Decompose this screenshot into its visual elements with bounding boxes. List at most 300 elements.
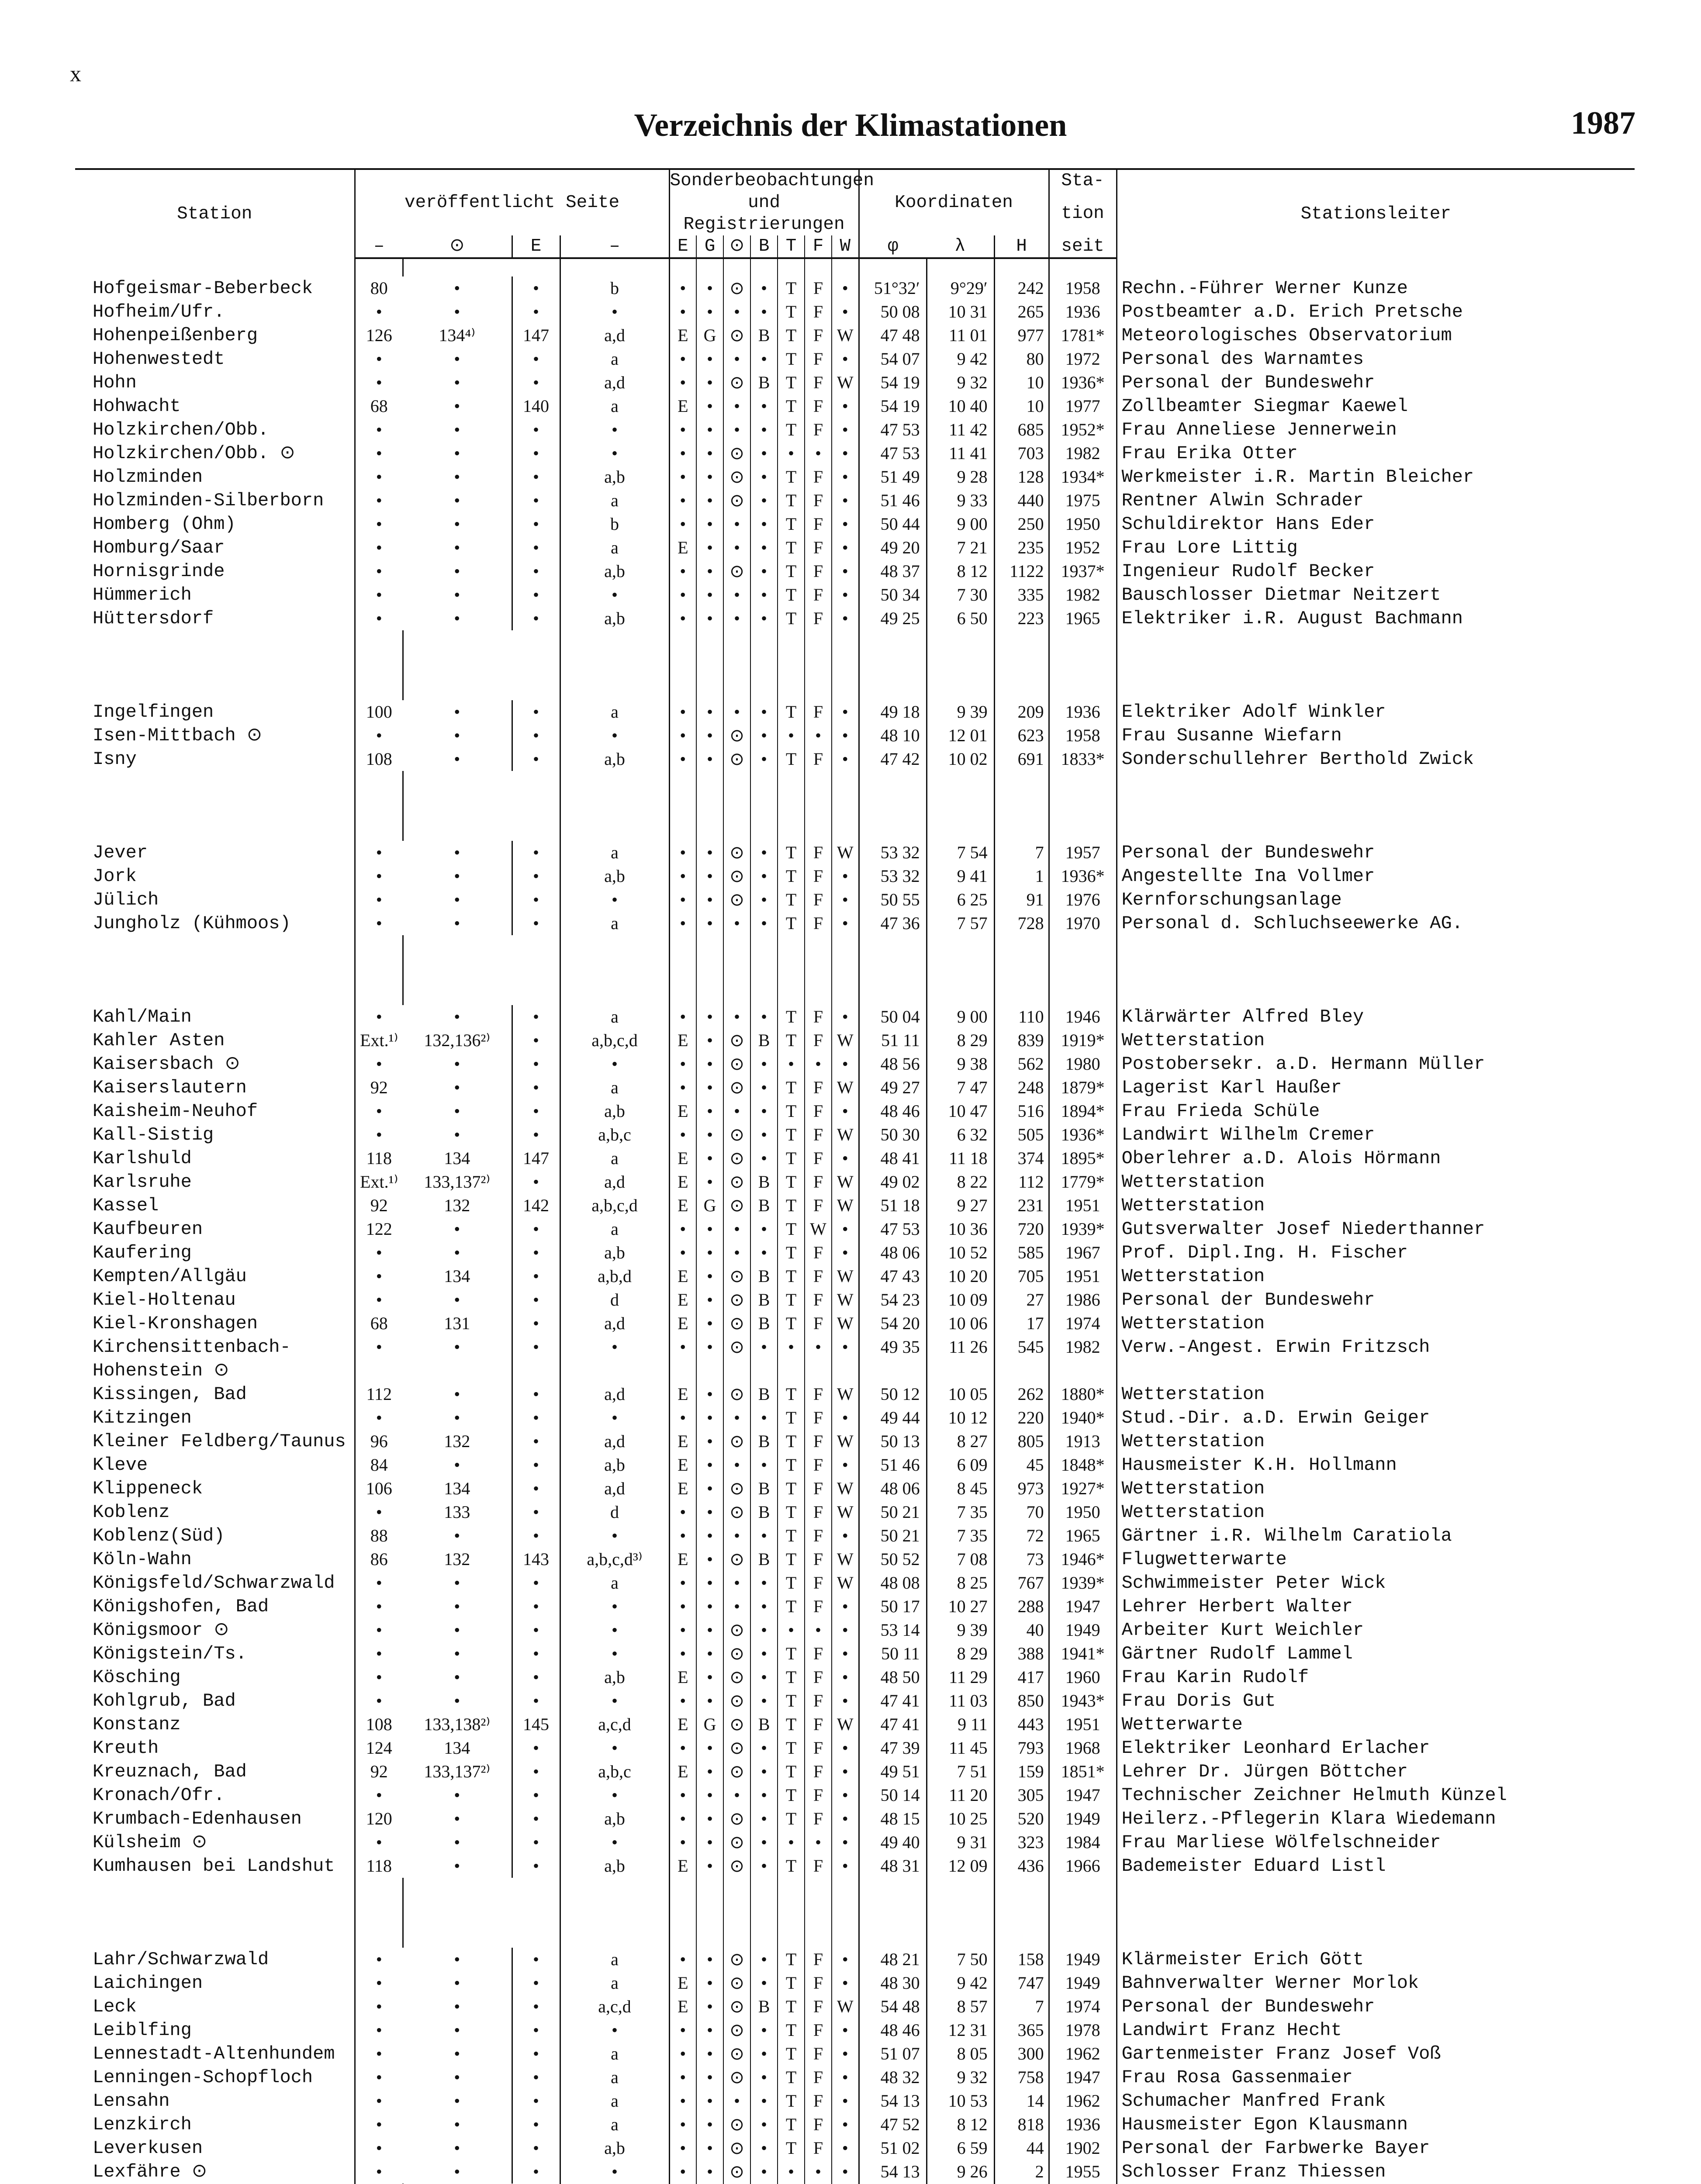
obs-w: W — [832, 841, 859, 864]
page-e: • — [512, 2089, 560, 2113]
longitude: 10 09 — [927, 1288, 994, 1312]
obs-e: E — [669, 1147, 696, 1170]
obs-sun: ⊙ — [723, 1312, 750, 1335]
page-e: • — [512, 2018, 560, 2042]
station-since: 1960 — [1049, 1666, 1117, 1689]
obs-w: W — [832, 1995, 859, 2018]
obs-t: T — [778, 2066, 805, 2089]
table-row — [75, 607, 1635, 630]
table-row — [75, 560, 1635, 583]
station-name: Kohlgrub, Bad — [93, 1690, 236, 1711]
page-regular: • — [355, 1500, 403, 1524]
obs-w: W — [832, 1500, 859, 1524]
page-e: • — [512, 1854, 560, 1878]
page-extra: • — [560, 724, 669, 747]
obs-f: F — [805, 1406, 832, 1430]
page-sunshine: • — [454, 2067, 460, 2087]
page-extra: • — [560, 1642, 669, 1666]
page-e: • — [512, 1736, 560, 1760]
obs-b: B — [750, 1194, 778, 1217]
obs-sun: ⊙ — [723, 371, 750, 394]
station-leader: Rentner Alwin Schrader — [1117, 489, 1635, 512]
station-name: Hohenstein ⊙ — [93, 1360, 229, 1381]
station-since: 1951 — [1049, 1713, 1117, 1736]
longitude: 8 29 — [927, 1029, 994, 1052]
obs-w: W — [832, 1265, 859, 1288]
page-sunshine: • — [454, 2091, 460, 2111]
obs-f: F — [805, 2042, 832, 2066]
header-special-sub: T — [778, 235, 805, 258]
station-leader: Lehrer Dr. Jürgen Böttcher — [1117, 1760, 1635, 1783]
obs-g: • — [696, 1854, 723, 1878]
obs-f: • — [805, 2160, 832, 2184]
page-sunshine: • — [454, 749, 460, 769]
obs-b: • — [750, 1807, 778, 1831]
obs-sun: ⊙ — [723, 2113, 750, 2136]
page-regular: 68 — [355, 1312, 403, 1335]
obs-g — [696, 1359, 723, 1382]
page-sunshine: • — [454, 1408, 460, 1427]
obs-t: T — [778, 912, 805, 935]
station-name: Holzminden — [93, 467, 203, 487]
obs-e: • — [669, 489, 696, 512]
obs-g: • — [696, 1241, 723, 1265]
longitude: 11 03 — [927, 1689, 994, 1713]
obs-sun: ⊙ — [723, 2160, 750, 2184]
station-name: Königsfeld/Schwarzwald — [93, 1572, 335, 1593]
station-since: 1936 — [1049, 700, 1117, 724]
page-e: • — [512, 1642, 560, 1666]
station-name: Kleiner Feldberg/Taunus — [93, 1431, 346, 1452]
obs-b: • — [750, 2066, 778, 2089]
obs-t: T — [778, 324, 805, 347]
latitude: 48 50 — [859, 1666, 927, 1689]
obs-f: F — [805, 888, 832, 912]
page-regular: • — [355, 489, 403, 512]
obs-w: • — [832, 1406, 859, 1430]
obs-g: • — [696, 371, 723, 394]
height: 436 — [994, 1854, 1049, 1878]
longitude: 10 31 — [927, 300, 994, 324]
obs-g: • — [696, 1760, 723, 1783]
obs-f: F — [805, 1265, 832, 1288]
latitude: 48 37 — [859, 560, 927, 583]
header-pub-sub: – — [355, 235, 403, 258]
page-sunshine: • — [454, 1785, 460, 1805]
obs-sun: • — [723, 1783, 750, 1807]
height: 691 — [994, 747, 1049, 771]
latitude: 48 21 — [859, 1948, 927, 1971]
obs-sun: ⊙ — [723, 560, 750, 583]
obs-f: F — [805, 324, 832, 347]
station-since: 1779* — [1049, 1170, 1117, 1194]
obs-w: • — [832, 1099, 859, 1123]
page-sunshine: • — [454, 349, 460, 369]
longitude: 9°29′ — [927, 276, 994, 300]
longitude: 10 36 — [927, 1217, 994, 1241]
obs-e: • — [669, 888, 696, 912]
longitude: 9 32 — [927, 371, 994, 394]
page-regular: • — [355, 1666, 403, 1689]
height: 10 — [994, 371, 1049, 394]
page-e: • — [512, 1005, 560, 1029]
height: 1 — [994, 864, 1049, 888]
obs-t: T — [778, 1029, 805, 1052]
height: 623 — [994, 724, 1049, 747]
obs-t: T — [778, 1571, 805, 1595]
station-leader: Klärmeister Erich Gött — [1117, 1948, 1635, 1971]
page-sunshine: 132 — [444, 1549, 470, 1569]
header-pub-sub: E — [512, 235, 560, 258]
obs-sun: ⊙ — [723, 1971, 750, 1995]
page-e: • — [512, 1831, 560, 1854]
latitude: 50 30 — [859, 1123, 927, 1147]
obs-sun: ⊙ — [723, 2136, 750, 2160]
height: 220 — [994, 1406, 1049, 1430]
obs-f: F — [805, 1005, 832, 1029]
obs-w: W — [832, 324, 859, 347]
obs-f: F — [805, 1854, 832, 1878]
page-regular: • — [355, 512, 403, 536]
station-leader: Personal d. Schluchseewerke AG. — [1117, 912, 1635, 935]
obs-e: E — [669, 1713, 696, 1736]
height: 323 — [994, 1831, 1049, 1854]
height: 235 — [994, 536, 1049, 560]
station-since: 1977 — [1049, 394, 1117, 418]
header-special-sub: B — [750, 235, 778, 258]
obs-w: • — [832, 1217, 859, 1241]
obs-f: F — [805, 1453, 832, 1477]
page-year: 1987 — [1571, 105, 1635, 141]
obs-f: F — [805, 1713, 832, 1736]
obs-w: • — [832, 560, 859, 583]
obs-sun: • — [723, 1571, 750, 1595]
obs-g: • — [696, 1453, 723, 1477]
obs-sun: ⊙ — [723, 841, 750, 864]
longitude: 6 59 — [927, 2136, 994, 2160]
obs-e: • — [669, 747, 696, 771]
latitude: 51 46 — [859, 489, 927, 512]
obs-e: • — [669, 1736, 696, 1760]
station-since: 1974 — [1049, 1995, 1117, 2018]
obs-t: T — [778, 1194, 805, 1217]
page-sunshine: • — [454, 1644, 460, 1663]
obs-t: T — [778, 1406, 805, 1430]
page-extra: • — [560, 418, 669, 442]
page-regular: • — [355, 912, 403, 935]
height: 850 — [994, 1689, 1049, 1713]
longitude: 7 54 — [927, 841, 994, 864]
obs-sun: ⊙ — [723, 1854, 750, 1878]
page-e: • — [512, 1453, 560, 1477]
station-name: Kiel-Kronshagen — [93, 1313, 258, 1334]
obs-e: • — [669, 583, 696, 607]
longitude: 7 30 — [927, 583, 994, 607]
obs-e: • — [669, 1500, 696, 1524]
station-name: Holzkirchen/Obb. — [93, 419, 269, 440]
obs-sun: ⊙ — [723, 1689, 750, 1713]
longitude: 9 11 — [927, 1713, 994, 1736]
station-name: Kirchensittenbach- — [93, 1337, 291, 1358]
page-e: • — [512, 1430, 560, 1453]
station-name: Kaufering — [93, 1242, 192, 1263]
latitude: 54 07 — [859, 347, 927, 371]
obs-w: • — [832, 2136, 859, 2160]
longitude: 12 31 — [927, 2018, 994, 2042]
longitude: 8 05 — [927, 2042, 994, 2066]
page-regular: • — [355, 347, 403, 371]
page-regular: • — [355, 442, 403, 465]
station-leader: Meteorologisches Observatorium — [1117, 324, 1635, 347]
obs-t: T — [778, 1076, 805, 1099]
obs-t: T — [778, 1595, 805, 1618]
station-since: 1967 — [1049, 1241, 1117, 1265]
obs-w: W — [832, 1194, 859, 1217]
obs-f: F — [805, 1147, 832, 1170]
page-regular: • — [355, 1948, 403, 1971]
station-since: 1936* — [1049, 864, 1117, 888]
obs-b: • — [750, 2018, 778, 2042]
table-row — [75, 1147, 1635, 1170]
page-e: • — [512, 442, 560, 465]
obs-sun: • — [723, 1217, 750, 1241]
obs-t: • — [778, 442, 805, 465]
station-since: 1984 — [1049, 1831, 1117, 1854]
station-leader: Elektriker i.R. August Bachmann — [1117, 607, 1635, 630]
obs-f: F — [805, 1995, 832, 2018]
obs-f: F — [805, 1783, 832, 1807]
height: 72 — [994, 1524, 1049, 1548]
station-name: Kaisersbach ⊙ — [93, 1054, 240, 1075]
obs-t: T — [778, 1995, 805, 2018]
obs-g: • — [696, 1123, 723, 1147]
station-leader: Elektriker Leonhard Erlacher — [1117, 1736, 1635, 1760]
obs-g: • — [696, 2089, 723, 2113]
height: 2 — [994, 2160, 1049, 2184]
page-extra: b — [560, 512, 669, 536]
station-name: Kaiserslautern — [93, 1077, 247, 1098]
latitude: 54 48 — [859, 1995, 927, 2018]
table-row — [75, 2018, 1635, 2042]
obs-g: • — [696, 1548, 723, 1571]
latitude: 54 20 — [859, 1312, 927, 1335]
page-sunshine: • — [454, 1384, 460, 1404]
page-extra: a — [560, 1217, 669, 1241]
obs-w: • — [832, 1147, 859, 1170]
page-extra: a,b — [560, 1099, 669, 1123]
station-leader: Zollbeamter Siegmar Kaewel — [1117, 394, 1635, 418]
obs-t: T — [778, 1736, 805, 1760]
obs-e: • — [669, 2018, 696, 2042]
header-station: Station — [75, 169, 355, 258]
station-since: 1975 — [1049, 489, 1117, 512]
station-name: Koblenz(Süd) — [93, 1525, 225, 1546]
page-regular: • — [355, 888, 403, 912]
station-name: Hohn — [93, 372, 137, 393]
longitude: 10 12 — [927, 1406, 994, 1430]
obs-b: • — [750, 1948, 778, 1971]
longitude: 11 18 — [927, 1147, 994, 1170]
station-leader: Technischer Zeichner Helmuth Künzel — [1117, 1783, 1635, 1807]
station-since: 1950 — [1049, 1500, 1117, 1524]
obs-b: • — [750, 1524, 778, 1548]
latitude: 49 25 — [859, 607, 927, 630]
page-regular: 120 — [355, 1807, 403, 1831]
obs-g: • — [696, 1995, 723, 2018]
station-leader: Ingenieur Rudolf Becker — [1117, 560, 1635, 583]
height: 265 — [994, 300, 1049, 324]
latitude: 48 10 — [859, 724, 927, 747]
height: 305 — [994, 1783, 1049, 1807]
station-name: Lenningen-Schopfloch — [93, 2067, 313, 2088]
obs-sun: ⊙ — [723, 465, 750, 489]
station-name: Leverkusen — [93, 2138, 203, 2159]
table-row — [75, 1477, 1635, 1500]
page-extra: a,b — [560, 747, 669, 771]
header-special-2: und Registrierungen — [669, 192, 859, 235]
obs-sun: • — [723, 2089, 750, 2113]
station-name: Karlshuld — [93, 1148, 192, 1169]
station-since — [1049, 1359, 1117, 1382]
obs-g: • — [696, 512, 723, 536]
height: 758 — [994, 2066, 1049, 2089]
page-regular: 118 — [355, 1854, 403, 1878]
obs-e: • — [669, 1831, 696, 1854]
page-e: • — [512, 841, 560, 864]
page-extra: a,d — [560, 1312, 669, 1335]
obs-e: E — [669, 1666, 696, 1689]
station-since: 1949 — [1049, 1618, 1117, 1642]
obs-w: • — [832, 442, 859, 465]
table-row — [75, 724, 1635, 747]
page-regular: • — [355, 1288, 403, 1312]
station-leader: Prof. Dipl.Ing. H. Fischer — [1117, 1241, 1635, 1265]
page-e: • — [512, 536, 560, 560]
page-regular: 88 — [355, 1524, 403, 1548]
obs-e: • — [669, 1335, 696, 1359]
obs-t: • — [778, 724, 805, 747]
page-e: • — [512, 1595, 560, 1618]
obs-f: F — [805, 607, 832, 630]
station-since: 1958 — [1049, 276, 1117, 300]
latitude: 49 40 — [859, 1831, 927, 1854]
latitude: 50 44 — [859, 512, 927, 536]
page-regular: 124 — [355, 1736, 403, 1760]
page-sunshine: • — [454, 1832, 460, 1852]
obs-t: T — [778, 864, 805, 888]
obs-e: • — [669, 700, 696, 724]
station-leader: Frau Rosa Gassenmaier — [1117, 2066, 1635, 2089]
page-e: • — [512, 1571, 560, 1595]
obs-w: • — [832, 1005, 859, 1029]
obs-t: T — [778, 1099, 805, 1123]
page-sunshine: • — [454, 2115, 460, 2134]
group-spacer — [75, 935, 1635, 1005]
obs-sun: • — [723, 512, 750, 536]
longitude: 9 26 — [927, 2160, 994, 2184]
page-regular: • — [355, 1005, 403, 1029]
page-regular: 96 — [355, 1430, 403, 1453]
latitude: 54 13 — [859, 2160, 927, 2184]
latitude: 51 02 — [859, 2136, 927, 2160]
obs-w: W — [832, 1713, 859, 1736]
latitude: 49 20 — [859, 536, 927, 560]
obs-t — [778, 1359, 805, 1382]
obs-sun: ⊙ — [723, 724, 750, 747]
obs-e: • — [669, 2066, 696, 2089]
obs-e: • — [669, 560, 696, 583]
obs-sun: ⊙ — [723, 1500, 750, 1524]
page-e: • — [512, 1029, 560, 1052]
obs-f: F — [805, 1548, 832, 1571]
station-name: Kaisheim-Neuhof — [93, 1101, 258, 1122]
table-row — [75, 1618, 1635, 1642]
table-row — [75, 1666, 1635, 1689]
height: 80 — [994, 347, 1049, 371]
obs-e: E — [669, 394, 696, 418]
obs-f: F — [805, 841, 832, 864]
table-row — [75, 1029, 1635, 1052]
table-row — [75, 1571, 1635, 1595]
station-name: Karlsruhe — [93, 1171, 192, 1192]
page-sunshine: 133,138²⁾ — [424, 1714, 491, 1734]
page-e: • — [512, 560, 560, 583]
obs-b: B — [750, 1382, 778, 1406]
obs-sun: • — [723, 1595, 750, 1618]
table-row — [75, 1831, 1635, 1854]
station-leader: Wetterstation — [1117, 1265, 1635, 1288]
height: 10 — [994, 394, 1049, 418]
obs-w: • — [832, 489, 859, 512]
obs-t: T — [778, 1217, 805, 1241]
longitude: 9 00 — [927, 512, 994, 536]
obs-g: • — [696, 276, 723, 300]
station-since: 1951 — [1049, 1194, 1117, 1217]
obs-w: • — [832, 1760, 859, 1783]
obs-w: • — [832, 1807, 859, 1831]
height: 520 — [994, 1807, 1049, 1831]
obs-sun: • — [723, 1524, 750, 1548]
height: 17 — [994, 1312, 1049, 1335]
obs-sun: ⊙ — [723, 1194, 750, 1217]
table-row — [75, 489, 1635, 512]
obs-t: T — [778, 1948, 805, 1971]
obs-b: B — [750, 1995, 778, 2018]
header-special-sub: W — [832, 235, 859, 258]
page-extra: a — [560, 347, 669, 371]
latitude: 50 14 — [859, 1783, 927, 1807]
obs-w: W — [832, 1548, 859, 1571]
obs-e — [669, 1359, 696, 1382]
station-since: 1936* — [1049, 371, 1117, 394]
obs-f: F — [805, 465, 832, 489]
longitude: 9 38 — [927, 1052, 994, 1076]
table-row — [75, 1995, 1635, 2018]
obs-e: E — [669, 1995, 696, 2018]
obs-t: T — [778, 1713, 805, 1736]
obs-g: • — [696, 1076, 723, 1099]
page-regular: 68 — [355, 394, 403, 418]
page-regular: • — [355, 2160, 403, 2184]
table-row — [75, 1359, 1635, 1382]
page-e: • — [512, 864, 560, 888]
obs-t: T — [778, 747, 805, 771]
obs-b: • — [750, 2113, 778, 2136]
obs-g: • — [696, 1595, 723, 1618]
station-leader: Lagerist Karl Haußer — [1117, 1076, 1635, 1099]
table-row — [75, 1524, 1635, 1548]
obs-w: • — [832, 1241, 859, 1265]
